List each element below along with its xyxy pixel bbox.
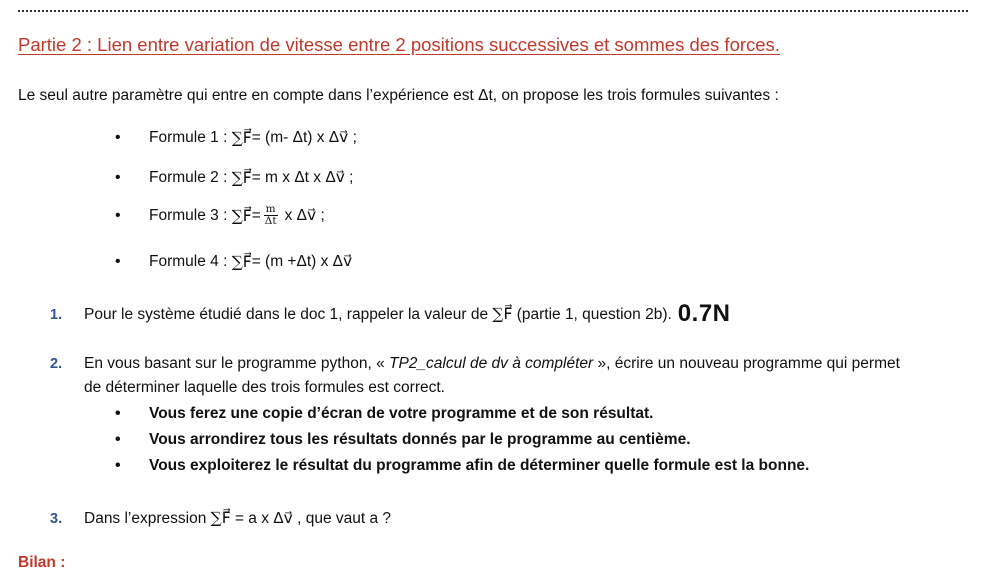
- subpoint-text: Vous ferez une copie d’écran de votre programme et de son résultat.: [149, 405, 654, 422]
- program-name: TP2_calcul de dv à compléter: [389, 355, 594, 372]
- subpoint-2: [115, 431, 691, 449]
- subpoint-text: Vous exploiterez le résultat du programme afin de déterminer quelle formule est la bonne.: [149, 457, 810, 474]
- sum-forces-symbol: ∑F⃗: [492, 305, 513, 323]
- answer-value: 0.7N: [677, 300, 731, 327]
- bilan-heading: Bilan :: [18, 554, 66, 571]
- question-number: 1.: [50, 307, 63, 323]
- sum-forces-symbol: ∑F⃗: [231, 206, 252, 225]
- question-text-end: », écrire un nouveau programme qui permet: [593, 355, 900, 372]
- formula-expression: = (m- Δt) x Δv⃗ ;: [251, 129, 357, 146]
- formula-item-1: [115, 128, 357, 147]
- subpoint-3: [115, 457, 809, 475]
- sum-forces-symbol: ∑F⃗: [231, 128, 252, 147]
- sum-forces-symbol: ∑F⃗: [210, 509, 231, 527]
- formula-item-4: [115, 252, 352, 271]
- section-heading: Partie 2 : Lien entre variation de vitesse entre 2 positions successives et sommes des forces.: [18, 34, 780, 55]
- question-1: [50, 300, 731, 328]
- question-2-continuation: de déterminer laquelle des trois formules est correct.: [84, 379, 445, 396]
- question-2: [50, 355, 900, 373]
- formula-expression: = (m +Δt) x Δv⃗: [251, 253, 353, 270]
- bullet: •: [115, 206, 121, 224]
- formula-equals: =: [251, 206, 261, 224]
- fraction: [263, 204, 279, 227]
- question-number: 3.: [50, 511, 63, 527]
- bullet: •: [115, 457, 121, 474]
- sum-forces-symbol: ∑F⃗: [231, 168, 252, 187]
- formula-label: Formule 3 :: [149, 206, 228, 224]
- formula-item-2: [115, 168, 353, 187]
- dotted-separator: [18, 0, 968, 12]
- formula-label: Formule 2 :: [149, 168, 228, 186]
- formula-label: Formule 4 :: [149, 252, 228, 270]
- fraction-numerator: m: [265, 203, 276, 215]
- formula-item-3: [115, 204, 325, 227]
- bullet: •: [115, 168, 121, 186]
- question-text-end: (partie 1, question 2b).: [512, 306, 672, 323]
- question-text: Dans l’expression: [84, 510, 211, 527]
- subpoint-1: [115, 405, 653, 423]
- formula-label: Formule 1 :: [149, 128, 228, 146]
- question-3: [50, 509, 391, 528]
- subpoint-text: Vous arrondirez tous les résultats donnés par le programme au centième.: [149, 431, 691, 448]
- bullet: •: [115, 128, 121, 146]
- fraction-denominator: Δt: [264, 215, 277, 227]
- question-text: En vous basant sur le programme python, «: [84, 355, 389, 372]
- question-text-end: = a x Δv⃗ , que vaut a ?: [230, 510, 392, 527]
- intro-paragraph: Le seul autre paramètre qui entre en compte dans l’expérience est Δt, on propose les trois formules suivantes :: [18, 87, 779, 104]
- bullet: •: [115, 431, 121, 448]
- formula-expression: x Δv⃗ ;: [284, 207, 325, 224]
- sum-forces-symbol: ∑F⃗: [231, 252, 252, 271]
- formula-expression: = m x Δt x Δv⃗ ;: [251, 169, 354, 186]
- question-text: Pour le système étudié dans le doc 1, rappeler la valeur de: [84, 306, 493, 323]
- bullet: •: [115, 405, 121, 422]
- bullet: •: [115, 252, 121, 270]
- question-number: 2.: [50, 356, 63, 372]
